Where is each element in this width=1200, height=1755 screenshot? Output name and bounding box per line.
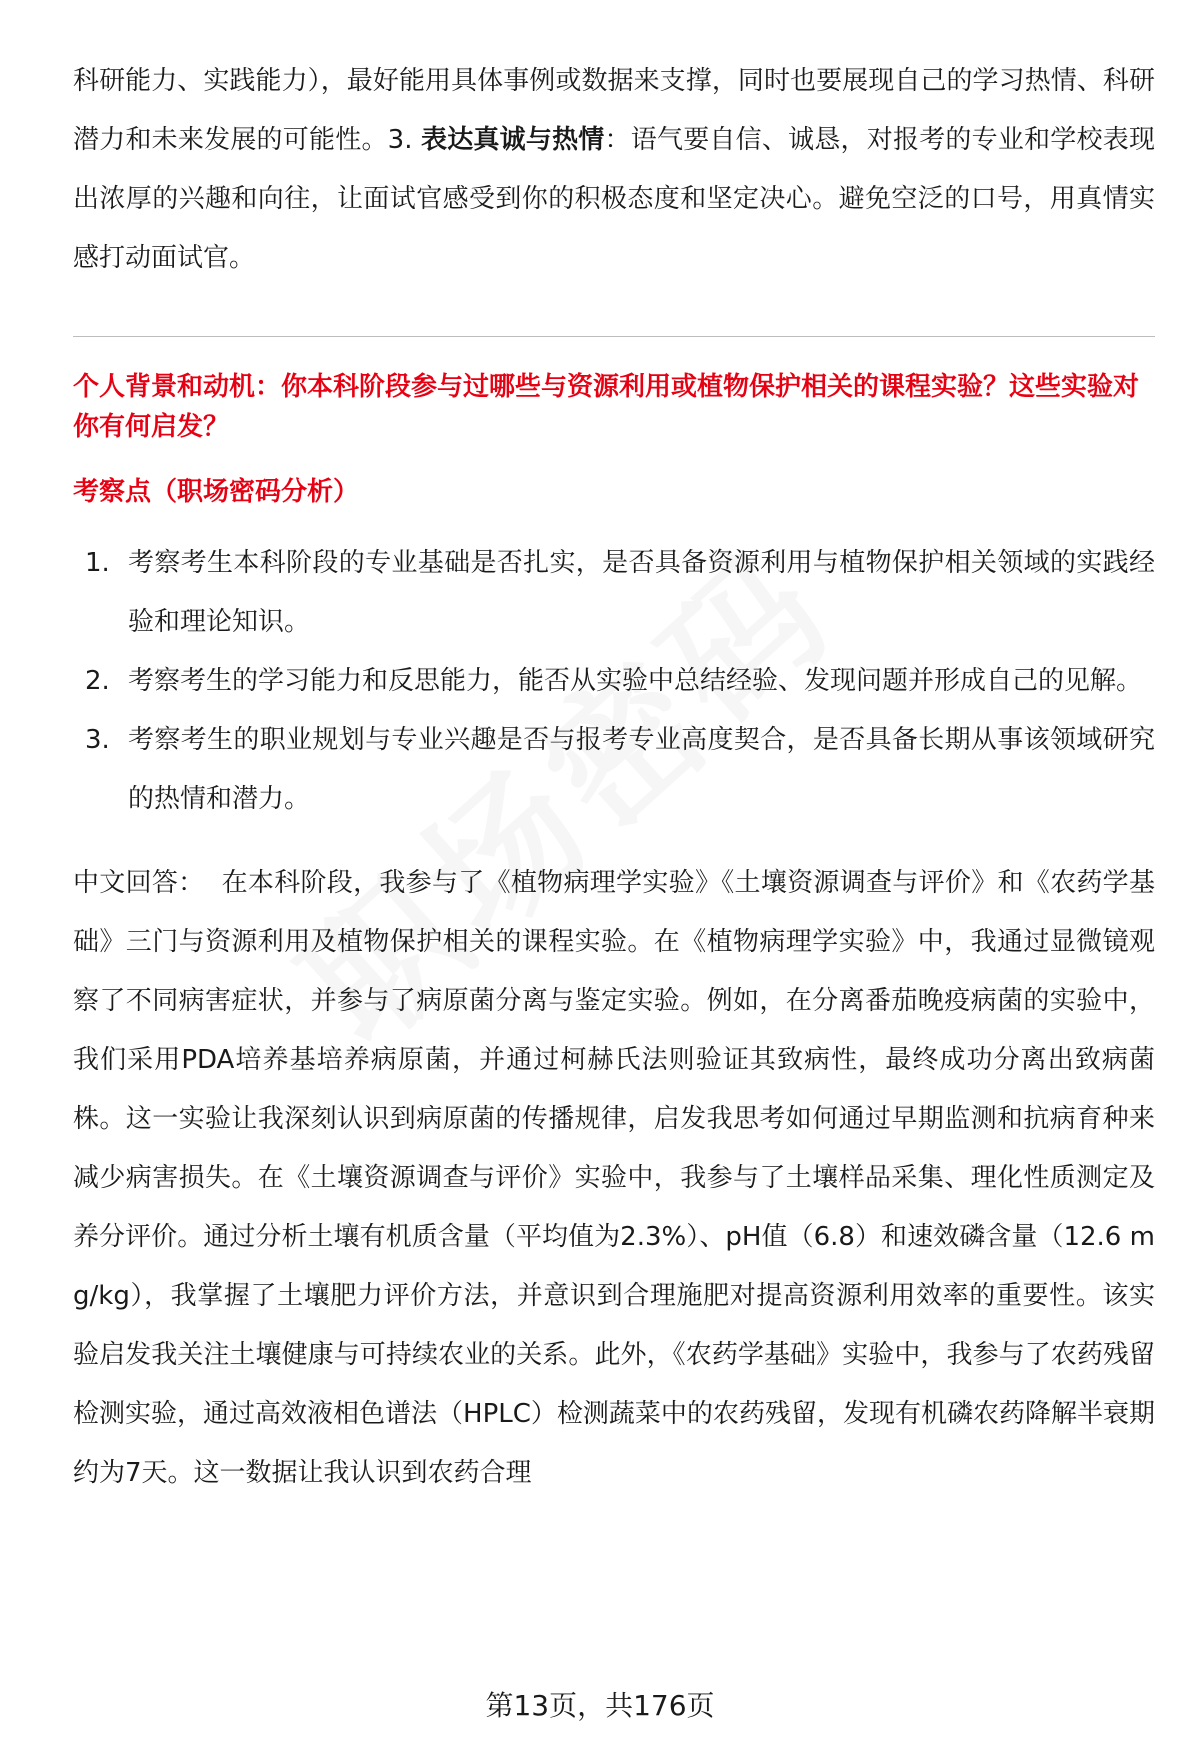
focus-item-number: 2. (85, 666, 110, 696)
answer-paragraph (73, 854, 1155, 1503)
focus-list (73, 534, 1155, 829)
focus-item-text: 考察考生本科阶段的专业基础是否扎实，是否具备资源利用与植物保护相关领域的实践经验和理论知识。 (128, 548, 1155, 637)
intro-text-after: ：语气要自信、诚恳，对报考的专业和学校表现出浓厚的兴趣和向往，让面试官感受到你的积极态度和坚定决心。避免空泛的口号，用真情实感打动面试官。 (73, 125, 1155, 273)
page-number-footer: 第13页，共176页 (485, 1689, 715, 1722)
intro-text-before: 科研能力、实践能力），最好能用具体事例或数据来支撑，同时也要展现自己的学习热情、科研潜力和未来发展的可能性。3. (73, 66, 1155, 155)
focus-item (73, 711, 1155, 829)
section-divider (73, 336, 1155, 337)
focus-item-number: 3. (85, 725, 110, 755)
question-title: 个人背景和动机：你本科阶段参与过哪些与资源利用或植物保护相关的课程实验？这些实验对你有何启发？ (73, 372, 1140, 442)
focus-item-number: 1. (85, 548, 110, 578)
intro-paragraph (73, 52, 1155, 288)
answer-label: 中文回答： (73, 868, 205, 898)
focus-item (73, 652, 1155, 711)
document-page (73, 52, 1155, 1503)
focus-item-text: 考察考生的学习能力和反思能力，能否从实验中总结经验、发现问题并形成自己的见解。 (128, 666, 1143, 696)
focus-item-text: 考察考生的职业规划与专业兴趣是否与报考专业高度契合，是否具备长期从事该领域研究的热情和潜力。 (128, 725, 1155, 814)
intro-bold-phrase: 表达真诚与热情 (420, 125, 605, 155)
answer-text: 在本科阶段，我参与了《植物病理学实验》《土壤资源调查与评价》和《农药学基础》三门与资源利用及植物保护相关的课程实验。在《植物病理学实验》中，我通过显微镜观察了不同病害症状，并参与了病原菌分离与鉴定实验。例如，在分离番茄晚疫病菌的实验中，我们采用PDA培养基培养病原菌，并通过柯赫氏法则验证其致病性，最终成功分离出致病菌株。这一实验让我深刻认识到病原菌的传播规律，启发我思考如何通过早期监测和抗病育种来减少病害损失。在《土壤资源调查与评价》实验中，我参与了土壤样品采集、理化性质测定及养分评价。通过分析土壤有机质含量（平均值为2.3%）、pH值（6.8）和速效磷含量（12.6 mg/kg），我掌握了土壤肥力评价方法，并意识到合理施肥对提高资源利用效率的重要性。该实验启发我关注土壤健康与可持续农业的关系。此外，《农药学基础》实验中，我参与了农药残留检测实验，通过高效液相色谱法（HPLC）检测蔬菜中的农药残留，发现有机磷农药降解半衰期约为7天。这一数据让我认识到农药合理 (73, 868, 1155, 1488)
focus-heading: 考察点（职场密码分析） (73, 477, 360, 507)
focus-item (73, 534, 1155, 652)
